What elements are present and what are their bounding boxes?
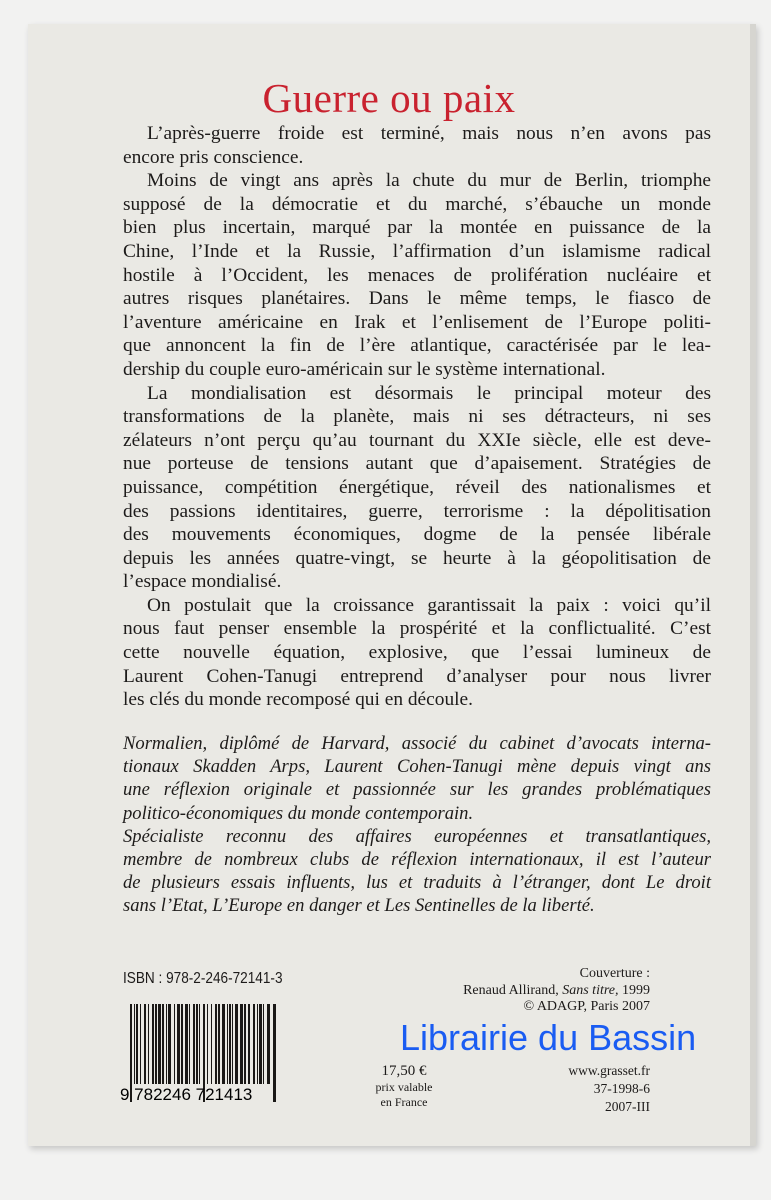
barcode-bar — [227, 1004, 228, 1084]
text-line: L’après-guerre froide est terminé, mais nous n’en avons pas — [147, 123, 711, 144]
price-note-country: en France — [380, 1095, 428, 1109]
edition-code: 2007-III — [605, 1099, 650, 1114]
book-title: Guerre ou paix — [262, 75, 516, 121]
text-line: La mondialisation est désormais le principal moteur des — [147, 382, 711, 404]
barcode-bar — [177, 1004, 180, 1084]
text-line: On postulait que la croissance garantissait la paix : voici qu’il — [147, 594, 711, 616]
blurb-text — [123, 122, 711, 712]
barcode-bar — [218, 1004, 220, 1084]
paragraph — [123, 382, 711, 594]
book-back-cover — [28, 24, 756, 1146]
barcode-bar — [136, 1004, 138, 1084]
text-line: transformations de la planète, mais ni ses détracteurs, ni ses — [123, 406, 711, 428]
isbn: ISBN : 978-2-246-72141-3 — [123, 970, 283, 987]
barcode-bar — [134, 1004, 135, 1084]
barcode-digits: 9 782246 721413 — [120, 1085, 253, 1102]
barcode-bar — [196, 1004, 198, 1084]
barcode-bar — [166, 1004, 167, 1084]
text-line: dership du couple euro-américain sur le système international. — [123, 358, 606, 380]
publisher-meta — [568, 1062, 650, 1116]
barcode-bar — [199, 1004, 200, 1084]
text-line: politico-économiques du monde contemporain. — [123, 802, 474, 824]
text-line: nue porteuse de tensions autant que d’apaisement. Stratégies de — [123, 453, 711, 475]
text-line: supposé de la démocratie et du marché, s’ébauche un monde — [123, 193, 711, 215]
text-line: sans l’Etat, L’Europe en danger et Les Sentinelles de la liberté. — [123, 895, 595, 917]
barcode-bar — [263, 1004, 264, 1084]
text-line: que annoncent la fin de l’ère atlantique, caractérisée par le lea- — [123, 335, 711, 357]
barcode-bar — [174, 1004, 175, 1084]
paragraph — [123, 122, 711, 169]
credits-year: 1999 — [622, 982, 650, 998]
text-line: autres risques planétaires. Dans le même temps, le fiasco de — [123, 288, 711, 310]
barcode-bar — [162, 1004, 164, 1084]
author-bio — [123, 732, 711, 918]
barcode-bar — [185, 1004, 188, 1084]
price-block — [364, 1062, 444, 1110]
barcode-bar — [257, 1004, 258, 1084]
publisher-website: www.grasset.fr — [568, 1063, 650, 1078]
text-line: des passions identitaires, guerre, terrorisme : la dépolitisation — [123, 500, 711, 522]
barcode-bar — [215, 1004, 217, 1084]
barcode-bar — [168, 1004, 171, 1084]
barcode-bar — [158, 1004, 161, 1084]
barcode-bar — [193, 1004, 195, 1084]
text-line: l’aventure américaine en Irak et l’enlisement de l’Europe politi- — [123, 311, 711, 333]
barcode-bar — [240, 1004, 243, 1084]
cover-credits — [463, 966, 650, 1016]
text-line: une réflexion originale et passionnée sur les grandes problématiques — [123, 779, 711, 801]
barcode-bar — [148, 1004, 149, 1084]
credits-artist: Renaud Allirand, — [463, 982, 559, 998]
text-line: les clés du monde recomposé qui en découle. — [123, 689, 473, 711]
text-line: Laurent Cohen-Tanugi entreprend d’analyser pour nous livrer — [123, 665, 711, 687]
barcode-bar — [152, 1004, 154, 1084]
credits-work: Sans titre, — [562, 982, 619, 998]
barcode-bar — [273, 1004, 276, 1102]
watermark: Librairie du Bassin — [400, 1017, 697, 1058]
text-line: hostile à l’Occident, les menaces de prolifération nucléaire et — [123, 264, 711, 286]
text-line: l’espace mondialisé. — [123, 571, 282, 593]
barcode-bar — [253, 1004, 255, 1084]
barcode-bar — [244, 1004, 246, 1084]
text-line: cette nouvelle équation, explosive, que l’essai lumineux de — [123, 642, 711, 664]
text-line: Moins de vingt ans après la chute du mur de Berlin, triomphe — [147, 170, 711, 192]
text-line: de plusieurs essais influents, lus et traduits à l’étranger, dont Le droit — [123, 872, 711, 894]
text-line: nous faut penser ensemble la prospérité et la conflictualité. C’est — [123, 618, 711, 640]
barcode-bar — [222, 1004, 225, 1084]
barcode-bar — [211, 1004, 212, 1084]
price: 17,50 € — [381, 1063, 427, 1079]
text-line: Chine, l’Inde et la Russie, l’affirmation d’un islamisme radical — [123, 240, 711, 262]
barcode-bar — [259, 1004, 262, 1084]
price-note: prix valable — [375, 1080, 433, 1094]
bio-paragraph — [123, 825, 711, 918]
barcode-bar — [235, 1004, 238, 1084]
text-line: tionaux Skadden Arps, Laurent Cohen-Tanugi mène depuis vingt ans — [123, 756, 711, 778]
barcode-bar — [189, 1004, 190, 1084]
paragraph — [123, 594, 711, 712]
credits-copyright: © ADAGP, Paris 2007 — [523, 999, 650, 1014]
barcode-bar — [207, 1004, 208, 1084]
barcode-bar — [232, 1004, 233, 1084]
catalog-code: 37-1998-6 — [593, 1081, 650, 1096]
barcode-bar — [267, 1004, 270, 1084]
text-line: depuis les années quatre-vingt, se heurte à la géopolitisation de — [123, 547, 711, 569]
barcode-bar — [248, 1004, 250, 1084]
text-line: bien plus incertain, marqué par la montée en puissance de la — [123, 217, 711, 239]
barcode-bar — [229, 1004, 231, 1084]
barcode-bar — [140, 1004, 141, 1084]
credits-label: Couverture : — [579, 966, 650, 981]
paragraph — [123, 169, 711, 381]
barcode — [120, 1004, 280, 1102]
credits-artist-line — [463, 983, 650, 1000]
text-line: zélateurs n’ont perçu qu’au tournant du XXIe siècle, elle est deve- — [123, 429, 711, 451]
text-line: Spécialiste reconnu des affaires européennes et transatlantiques, — [123, 825, 711, 847]
text-line: Normalien, diplômé de Harvard, associé du cabinet d’avocats interna- — [123, 733, 711, 754]
barcode-bar — [144, 1004, 146, 1084]
bio-paragraph — [123, 732, 711, 825]
text-line: encore pris conscience. — [123, 146, 304, 168]
text-line: des mouvements économiques, dogme de la pensée libérale — [123, 524, 711, 546]
text-line: puissance, compétition énergétique, réveil des nationalismes et — [123, 476, 711, 498]
text-line: membre de nombreux clubs de réflexion internationaux, il est l’auteur — [123, 849, 711, 871]
barcode-bar — [155, 1004, 157, 1084]
barcode-bar — [181, 1004, 183, 1084]
